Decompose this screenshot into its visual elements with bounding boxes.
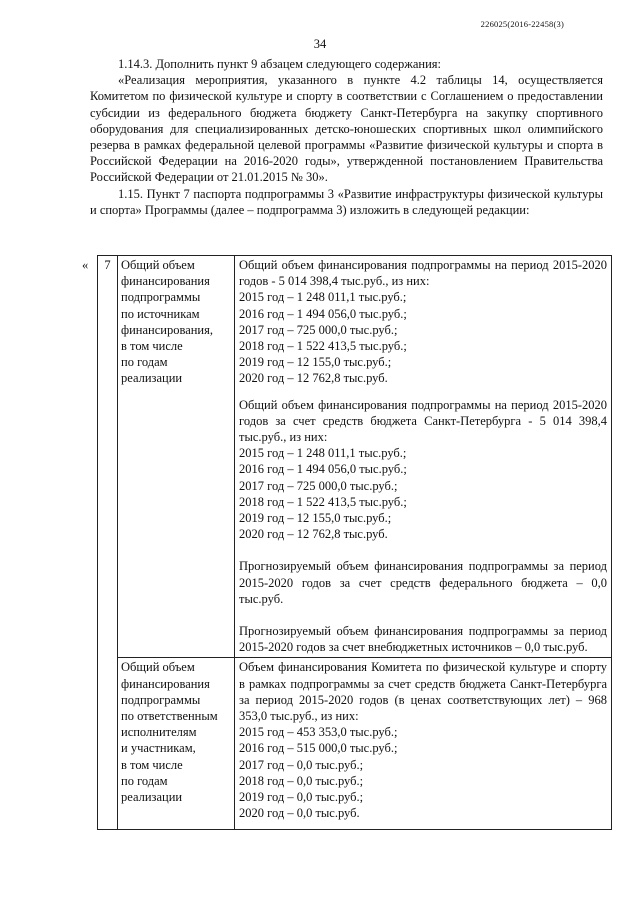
label-line: финансирования (121, 676, 210, 691)
label-line: реализации (121, 790, 183, 805)
year-line: 2019 год – 12 155,0 тыс.руб.; (239, 355, 392, 370)
label-line: по источникам (121, 306, 200, 321)
year-line: 2019 год – 12 155,0 тыс.руб.; (239, 511, 392, 526)
block-intro: Объем финансирования Комитета по физической культуре и спорту в рамках подпрограммы за счет средств бюджета Санкт-Петербурга за период 2015-2020 годов (в ценах соответствующих лет) – 968 353,0 тыс.руб., из них: (239, 660, 607, 724)
year-line: 2017 год – 725 000,0 тыс.руб.; (239, 322, 398, 337)
label-line: подпрограммы (121, 290, 201, 305)
label-line: Общий объем (121, 660, 195, 675)
year-line: 2016 год – 1 494 056,0 тыс.руб.; (239, 462, 407, 477)
label-line: Общий объем (121, 258, 195, 272)
year-line: 2019 год – 0,0 тыс.руб.; (239, 790, 364, 805)
block-intro: Общий объем финансирования подпрограммы на период 2015-2020 годов - 5 014 398,4 тыс.руб., из них: (239, 258, 607, 289)
year-line: 2015 год – 1 248 011,1 тыс.руб.; (239, 446, 407, 461)
year-line: 2016 год – 1 494 056,0 тыс.руб.; (239, 306, 407, 321)
year-line: 2020 год – 0,0 тыс.руб. (239, 806, 360, 821)
document-body (90, 56, 603, 218)
federal-budget-block: Прогнозируемый объем финансирования подпрограммы за период 2015-2020 годов за счет средств федерального бюджета – 0,0 тыс.руб. (239, 559, 607, 606)
label-line: финансирования, (121, 322, 213, 337)
page-number: 34 (313, 37, 327, 51)
paragraph-1-15: 1.15. Пункт 7 паспорта подпрограммы 3 «Развитие инфраструктуры физической культуры и спорта» Программы (далее – подпрограмма 3) изложить в следующей редакции: (90, 186, 603, 217)
year-line: 2018 год – 0,0 тыс.руб.; (239, 773, 364, 788)
total-financing-block (239, 257, 607, 387)
block-intro: Общий объем финансирования подпрограммы на период 2015-2020 годов за счет средств бюджета Санкт-Петербурга - 5 014 398,4 тыс.руб., из них: (239, 397, 607, 445)
label-cell-executors (118, 658, 235, 830)
label-line: по годам (121, 355, 168, 370)
opening-quote-mark: « (82, 258, 89, 272)
label-line: по ответственным (121, 709, 218, 724)
label-line: в том числе (121, 757, 183, 772)
year-line: 2020 год – 12 762,8 тыс.руб. (239, 527, 388, 542)
passport-table (97, 255, 612, 830)
year-line: 2018 год – 1 522 413,5 тыс.руб.; (239, 339, 407, 354)
year-line: 2015 год – 453 353,0 тыс.руб.; (239, 725, 398, 740)
label-line: и участникам, (121, 741, 196, 756)
year-line: 2017 год – 0,0 тыс.руб.; (239, 757, 364, 772)
label-line: исполнителям (121, 725, 197, 740)
year-line: 2015 год – 1 248 011,1 тыс.руб.; (239, 290, 407, 305)
row-number-cell: 7 (98, 256, 118, 830)
year-line: 2018 год – 1 522 413,5 тыс.руб.; (239, 494, 407, 509)
paragraph-quote: «Реализация мероприятия, указанного в пункте 4.2 таблицы 14, осуществляется Комитетом по физической культуре и спорту в соответствии с Соглашением о предоставлении субсидии из федерального бюджета бюджету Санкт-Петербурга на закупку спортивного оборудования для специализированных детско-юношеских спортивных школ олимпийского резерва в рамках федеральной целевой программы «Развитие физической культуры и спорта в Российской Федерации на 2016-2020 годы», утвержденной постановлением Правительства Российской Федерации от 21.01.2015 № 30». (90, 73, 603, 185)
table-row (98, 658, 612, 830)
label-cell-sources (118, 256, 235, 658)
table-row (98, 256, 612, 658)
label-line: реализации (121, 371, 183, 386)
label-line: в том числе (121, 339, 183, 354)
label-line: финансирования (121, 274, 210, 289)
label-line: по годам (121, 773, 168, 788)
content-cell-sources (235, 256, 612, 658)
city-budget-block (239, 397, 607, 543)
document-number: 226025(2016-22458(3) (480, 19, 564, 29)
label-line: подпрограммы (121, 692, 201, 707)
extrabudgetary-block: Прогнозируемый объем финансирования подпрограммы за период 2015-2020 годов за счет внебюджетных источников – 0,0 тыс.руб. (239, 624, 607, 655)
year-line: 2016 год – 515 000,0 тыс.руб.; (239, 741, 398, 756)
year-line: 2020 год – 12 762,8 тыс.руб. (239, 371, 388, 386)
paragraph-1-14-3: 1.14.3. Дополнить пункт 9 абзацем следующего содержания: (118, 57, 441, 71)
year-line: 2017 год – 725 000,0 тыс.руб.; (239, 478, 398, 493)
content-cell-executors (235, 658, 612, 830)
